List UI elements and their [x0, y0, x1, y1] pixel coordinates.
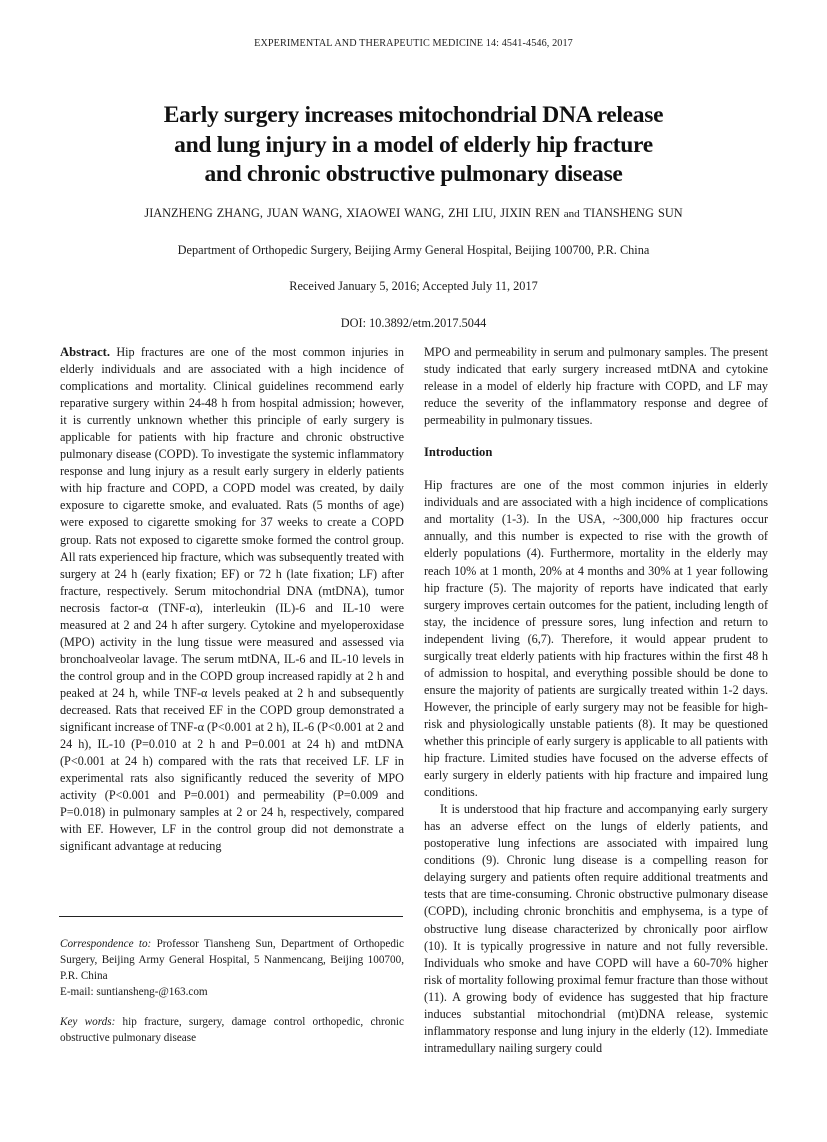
doi[interactable]: DOI: 10.3892/etm.2017.5044: [340, 316, 487, 330]
left-column: [60, 344, 404, 855]
keywords-text: hip fracture, surgery, damage control orthopedic, chronic obstructive pulmonary disease: [60, 1016, 404, 1044]
correspondence-footnote: [60, 936, 404, 1000]
correspondence-label: Correspondence to:: [60, 938, 152, 950]
correspondence-email[interactable]: E-mail: suntiansheng-@163.com: [60, 986, 208, 998]
received-accepted-dates: Received January 5, 2016; Accepted July 11, 2017: [289, 279, 538, 293]
author-list: [0, 206, 827, 221]
title-line-2: and lung injury in a model of elderly hip fracture: [174, 131, 653, 158]
footnote-separator: [59, 916, 403, 917]
section-heading-introduction: Introduction: [424, 445, 493, 460]
abstract-label: Abstract.: [60, 345, 111, 359]
authors-and: and: [563, 208, 580, 220]
authors-last: TIANSHENG SUN: [583, 206, 683, 220]
authors-main: JIANZHENG ZHANG, JUAN WANG, XIAOWEI WANG, ZHI LIU, JIXIN REN: [144, 206, 560, 220]
abstract-paragraph: [60, 344, 404, 855]
correspondence-text: Professor Tiansheng Sun, Department of Orthopedic Surgery, Beijing Army General Hospital, 5 Nanmencang, Beijing 100700, P.R. China: [60, 938, 404, 982]
abstract-text: Hip fractures are one of the most common injuries in elderly individuals and are associated with a high incidence of complications and mortality. Clinical guidelines recommend early reparative surgery within 24-48 h from hospital admission; however, it is currently unknown whether this principle of early surgery is applicable for patients with hip fracture and chronic obstructive pulmonary disease (COPD). To investigate the systemic inflammatory response and lung injury as a result early surgery in elderly patients with hip fracture and COPD, a COPD model was created, by daily exposure to cigarette smoke, and evaluated. Rats (5 months of age) were exposed to cigarette smoking for 37 weeks to create a COPD group. Rats not exposed to cigarette smoke formed the control group. All rats experienced hip fracture, which was subsequently treated with surgery at 24 h (early fixation; EF) or 72 h (late fixation; LF) after fracture, respectively. Serum mitochondrial DNA (mtDNA), tumor necrosis factor-α (TNF-α), interleukin (IL)-6 and IL-10 were measured at 2 and 24 h after surgery. Cytokine and myeloperoxidase (MPO) activity in the lung tissue were measured and assessed via bronchoalveolar lavage. The serum mtDNA, IL-6 and IL-10 levels in the control group and in the COPD group increased rapidly at 2 h and peaked at 24 h, while TNF-α levels peaked at 2 h and subsequently decreased. Rats that received EF in the COPD group demonstrated a significant increase of TNF-α (P<0.001 at 2 h), IL-6 (P<0.001 at 2 and 24 h), IL-10 (P=0.010 at 2 h and P=0.001 at 24 h) and mtDNA (P<0.001 at 24 h) compared with the rats that received LF. LF in experimental rats also significantly reduced the severity of MPO activity (P<0.001 and P=0.001) and permeability (P=0.009 and P=0.018) in pulmonary samples at 2 or 24 h, respectively, compared with EF. However, LF in the control group did not demonstrate a significant advantage at reducing: [60, 345, 404, 854]
article-title: [0, 101, 827, 190]
abstract-continued: MPO and permeability in serum and pulmonary samples. The present study indicated that early surgery increased mtDNA and cytokine release in a model of elderly hip fracture with COPD, and LF may reduce the severity of the inflammatory response and degree of permeability in pulmonary tissues.: [424, 345, 768, 428]
affiliation: Department of Orthopedic Surgery, Beijing Army General Hospital, Beijing 100700, P.R. China: [177, 243, 650, 257]
title-line-1: Early surgery increases mitochondrial DNA release: [163, 102, 664, 128]
intro-paragraph-2: It is understood that hip fracture and accompanying early surgery has an adverse effect on the lungs of elderly patients, and postoperative lung infections are associated with impaired lung conditions (9). Chronic lung disease is a compelling reason for delaying surgery and patients often require additional treatments and tests that are time-consuming. Chronic obstructive pulmonary disease (COPD), including chronic bronchitis and emphysema, is a type of obstructive lung disease characterized by chronically poor airflow (10). It is typically progressive in nature and not fully reversible. Individuals who smoke and have COPD will have a 60-70% higher risk of mortality following proximal femur fracture than those without (11). A growing body of evidence has suggested that hip fracture induces substantial mitochondrial (mt)DNA release, systemic inflammatory response and lung injury in the elderly (12). Immediate intramedullary nailing surgery could: [424, 802, 768, 1055]
right-column: [424, 344, 768, 1057]
keywords-label: Key words:: [60, 1016, 116, 1028]
running-head: EXPERIMENTAL AND THERAPEUTIC MEDICINE 14: 4541-4546, 2017: [254, 38, 573, 49]
keywords-footnote: [60, 1014, 404, 1046]
title-line-3: and chronic obstructive pulmonary disease: [204, 161, 623, 187]
intro-paragraph-1: Hip fractures are one of the most common injuries in elderly individuals and are associated with a high incidence of complications and mortality (1-3). In the USA, ~300,000 hip fractures occur annually, and this number is expected to rise with the growth of elderly populations (4). Furthermore, mortality in the elderly may reach 10% at 1 month, 20% at 4 months and 30% at 1 year following hip fracture (5). The majority of reports have indicated that early surgery improves certain outcomes for the patient, including length of stay, the incidence of pressure sores, lung infection and return to independent living (6,7). Therefore, it would appear prudent to surgically treat elderly patients with hip fractures within the first 48 h of admission to hospital, and everything possible should be done to ensure the majority of patients are surgically treated within 1-2 days. However, the principle of early surgery may not be feasible for high-risk and physiologically unstable patients (8). It may be questioned whether this principle of early surgery is applicable to all patients with hip fracture. Limited studies have focused on the adverse effects of early surgery in elderly patients with hip fracture and impaired lung conditions.: [424, 478, 768, 800]
